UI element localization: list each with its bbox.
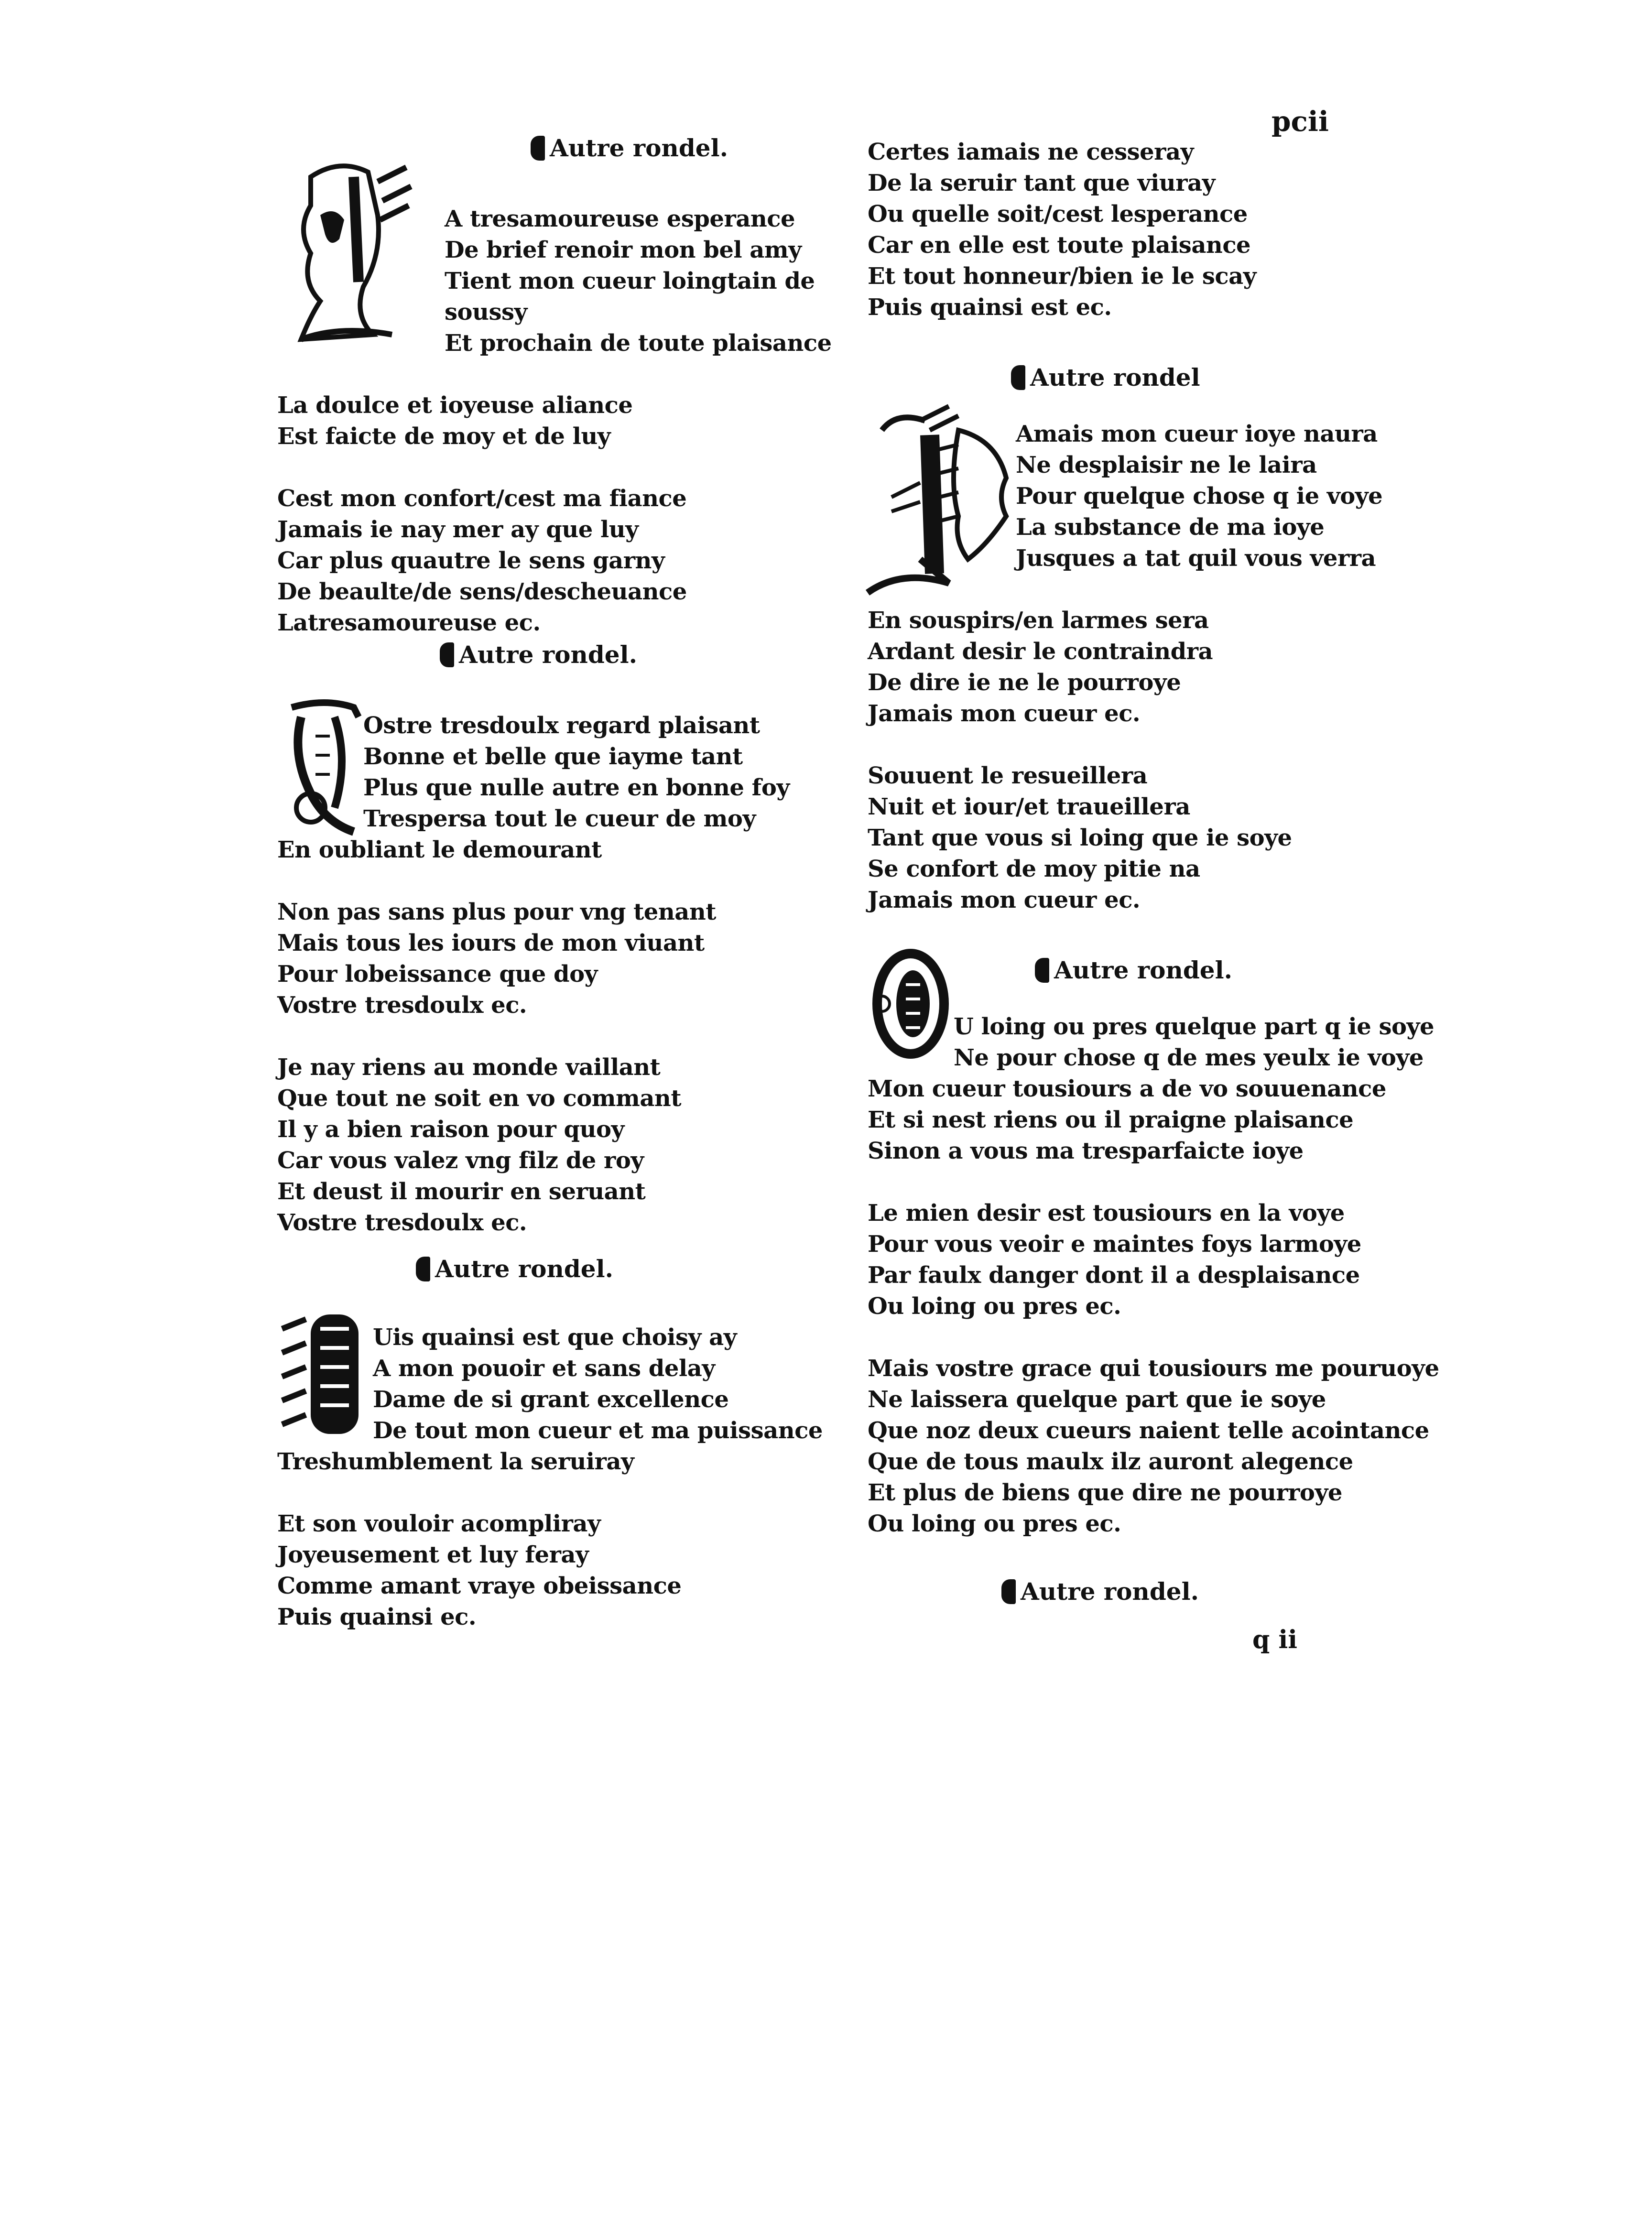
verse-line: Par faulx danger dont il a desplaisance <box>868 1262 1360 1289</box>
verse-line: A tresamoureuse esperance <box>445 206 795 232</box>
verse-line: Mon cueur tousiours a de vo souuenance <box>868 1075 1386 1102</box>
verse-line: Souuent le resueillera <box>868 762 1148 789</box>
verse-line: De beaulte/de sens/descheuance <box>277 578 687 605</box>
verse-line: Tient mon cueur loingtain de <box>445 268 815 294</box>
verse-line: En souspirs/en larmes sera <box>868 607 1209 634</box>
heading-text: Autre rondel. <box>1054 956 1233 984</box>
verse-line: Plus que nulle autre en bonne foy <box>363 774 790 801</box>
verse-line: Vostre tresdoulx ec. <box>277 1209 527 1236</box>
drop-cap-face-icon <box>282 158 425 349</box>
poem-heading <box>1011 363 1200 391</box>
verse-line: Dame de si grant excellence <box>373 1386 729 1413</box>
verse-line: Et son vouloir acompliray <box>277 1510 601 1537</box>
verse-line: De la seruir tant que viuray <box>868 170 1215 196</box>
verse-line: Latresamoureuse ec. <box>277 609 541 636</box>
verse-line: Joyeusement et luy feray <box>277 1541 589 1568</box>
drop-cap-p-icon <box>277 1310 373 1444</box>
poem-heading <box>416 1255 613 1283</box>
verse-line: Je nay riens au monde vaillant <box>277 1054 661 1081</box>
verse-line: Nuit et iour/et traueillera <box>868 793 1190 820</box>
pilcrow-icon <box>416 1257 430 1281</box>
verse-line: Pour quelque chose q ie voye <box>1016 483 1383 510</box>
verse-line: Ou loing ou pres ec. <box>868 1510 1121 1537</box>
verse-line: Jamais ie nay mer ay que luy <box>277 516 639 543</box>
verse-line: Ou loing ou pres ec. <box>868 1293 1121 1320</box>
verse-line: Puis quainsi est ec. <box>868 294 1112 321</box>
verse-line: Treshumblement la seruiray <box>277 1448 634 1475</box>
verse-line: Ardant desir le contraindra <box>868 638 1213 665</box>
drop-cap-i-face-icon <box>863 402 1025 602</box>
folio-number: pcii <box>1272 105 1329 138</box>
poem-heading <box>531 134 728 162</box>
verse-line: De tout mon cueur et ma puissance <box>373 1417 823 1444</box>
verse-line: Se confort de moy pitie na <box>868 856 1200 882</box>
pilcrow-icon <box>440 642 454 667</box>
drop-cap-o-icon <box>868 946 954 1061</box>
verse-line: Trespersa tout le cueur de moy <box>363 805 756 832</box>
verse-line: Et si nest riens ou il praigne plaisance <box>868 1107 1354 1133</box>
verse-line: Mais vostre grace qui tousiours me pouruoye <box>868 1355 1439 1382</box>
verse-line: Non pas sans plus pour vng tenant <box>277 899 716 925</box>
verse-line: Que noz deux cueurs naient telle acointance <box>868 1417 1429 1444</box>
verse-line: La doulce et ioyeuse aliance <box>277 392 633 419</box>
verse-line: Est faicte de moy et de luy <box>277 423 611 450</box>
verse-line: Ne pour chose q de mes yeulx ie voye <box>954 1044 1424 1071</box>
verse-line: Le mien desir est tousiours en la voye <box>868 1200 1345 1227</box>
verse-line: Et deust il mourir en seruant <box>277 1178 646 1205</box>
verse-line: Ostre tresdoulx regard plaisant <box>363 712 760 739</box>
verse-line: Ne desplaisir ne le laira <box>1016 452 1317 478</box>
verse-line: Comme amant vraye obeissance <box>277 1573 682 1599</box>
verse-line: En oubliant le demourant <box>277 836 602 863</box>
poem-heading <box>440 640 637 669</box>
heading-text: Autre rondel. <box>1021 1577 1199 1606</box>
pilcrow-icon <box>1011 365 1025 390</box>
poem-heading <box>1035 956 1232 984</box>
verse-line: Amais mon cueur ioye naura <box>1016 421 1378 447</box>
heading-text: Autre rondel. <box>435 1255 614 1283</box>
pilcrow-icon <box>531 136 545 161</box>
pilcrow-icon <box>1035 958 1049 983</box>
verse-line: Sinon a vous ma tresparfaicte ioye <box>868 1138 1304 1164</box>
verse-line: Car en elle est toute plaisance <box>868 232 1251 259</box>
verse-line: De brief renoir mon bel amy <box>445 237 802 263</box>
verse-line: Vostre tresdoulx ec. <box>277 992 527 1019</box>
verse-line: Que de tous maulx ilz auront alegence <box>868 1448 1353 1475</box>
pilcrow-icon <box>1001 1579 1016 1604</box>
verse-line: La substance de ma ioye <box>1016 514 1325 541</box>
verse-line: Bonne et belle que iayme tant <box>363 743 743 770</box>
verse-line: Jusques a tat quil vous verra <box>1016 545 1376 572</box>
verse-line: Car plus quautre le sens garny <box>277 547 665 574</box>
verse-line: Et plus de biens que dire ne pourroye <box>868 1479 1342 1506</box>
verse-line: Pour lobeissance que doy <box>277 961 598 988</box>
verse-line: Cest mon confort/cest ma fiance <box>277 485 687 512</box>
verse-line: Car vous valez vng filz de roy <box>277 1147 644 1174</box>
verse-line: Mais tous les iours de mon viuant <box>277 930 705 956</box>
verse-line: Pour vous veoir e maintes foys larmoye <box>868 1231 1361 1258</box>
verse-line: Que tout ne soit en vo commant <box>277 1085 681 1112</box>
signature-mark: q ii <box>1252 1625 1297 1654</box>
verse-line: Certes iamais ne cesseray <box>868 139 1194 165</box>
verse-line: Puis quainsi ec. <box>277 1604 477 1630</box>
heading-text: Autre rondel. <box>459 640 638 669</box>
poem-heading <box>1001 1577 1199 1606</box>
verse-line: A mon pouoir et sans delay <box>373 1355 715 1382</box>
verse-line: Uis quainsi est que choisy ay <box>373 1324 737 1351</box>
verse-line: Tant que vous si loing que ie soye <box>868 825 1292 851</box>
verse-line: U loing ou pres quelque part q ie soye <box>954 1013 1434 1040</box>
verse-line: soussy <box>445 299 527 326</box>
verse-line: Il y a bien raison pour quoy <box>277 1116 624 1143</box>
verse-line: Et tout honneur/bien ie le scay <box>868 263 1257 290</box>
verse-line: Et prochain de toute plaisance <box>445 330 832 357</box>
heading-text: Autre rondel <box>1030 363 1200 391</box>
verse-line: Jamais mon cueur ec. <box>868 700 1141 727</box>
verse-line: Ne laissera quelque part que ie soye <box>868 1386 1326 1413</box>
verse-line: Jamais mon cueur ec. <box>868 887 1141 913</box>
verse-line: Ou quelle soit/cest lesperance <box>868 201 1248 228</box>
heading-text: Autre rondel. <box>550 134 728 162</box>
verse-line: De dire ie ne le pourroye <box>868 669 1181 696</box>
